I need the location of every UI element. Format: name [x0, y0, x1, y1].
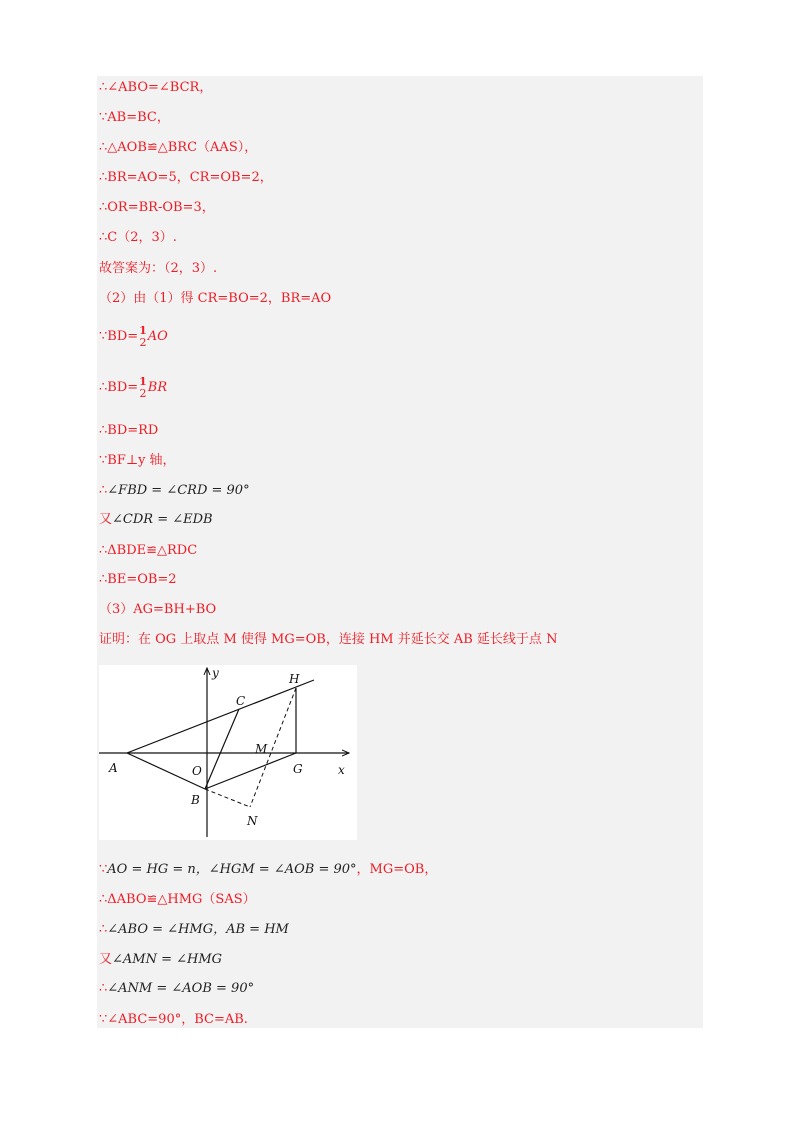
because-symbol: ∵	[99, 862, 108, 877]
fraction-half-2	[139, 376, 147, 400]
step-congruent-aob-brc: ∴△AOB≌△BRC（AAS），	[99, 140, 258, 155]
step-ao-hg-given	[99, 862, 437, 878]
also-symbol-2: 又	[99, 952, 113, 967]
therefore-symbol-2: ∴	[99, 922, 108, 937]
also-symbol: 又	[99, 512, 113, 527]
step-be-eq-ob: ∴BE=OB=2	[99, 572, 177, 587]
label-b: B	[191, 793, 200, 807]
label-o: O	[192, 764, 202, 778]
step-congruent-abo-hmg: ∴ΔABO≌△HMG（SAS）	[99, 892, 256, 907]
math-fbd-crd: ∠FBD = ∠CRD = 90°	[107, 483, 250, 498]
step-point-c: ∴C（2，3）.	[99, 230, 177, 245]
label-y: y	[212, 666, 219, 680]
math-amn-hmg: ∠AMN = ∠HMG	[112, 952, 223, 967]
step-bd-half-ao	[99, 322, 168, 352]
therefore-symbol: ∴	[99, 483, 108, 498]
step-amn-hmg	[99, 952, 222, 968]
fraction-denominator-2: 2	[139, 386, 147, 400]
mg-eq-ob: ，MG=OB，	[356, 862, 438, 877]
fraction-numerator-2: 1	[139, 374, 147, 388]
segment-ah	[127, 680, 314, 753]
part-3-intro: （3）AG=BH+BO	[99, 602, 217, 617]
br-label: BR	[147, 380, 168, 395]
step-angle-abo-bcr: ∴∠ABO=∠BCR，	[99, 80, 213, 95]
fraction-half	[139, 325, 147, 349]
part-2-intro: （2）由（1）得 CR=BO=2，BR=AO	[99, 291, 332, 306]
step-anm-right-angle	[99, 981, 254, 997]
step-ab-eq-bc: ∵AB=BC，	[99, 110, 170, 125]
label-h: H	[289, 672, 300, 686]
dashed-bn	[205, 789, 250, 807]
math-ao-hg-angles: AO = HG = n，∠HGM = ∠AOB = 90°	[107, 862, 357, 877]
bd-label-2: ∴BD=	[99, 380, 139, 395]
label-g: G	[293, 762, 303, 776]
bd-label: ∵BD=	[99, 329, 139, 344]
math-cdr-edb: ∠CDR = ∠EDB	[112, 512, 213, 527]
label-c: C	[236, 694, 246, 708]
answer-line: 故答案为：（2，3）.	[99, 261, 218, 276]
label-x: x	[338, 763, 345, 777]
math-abo-hmg: ∠ABO = ∠HMG，AB = HM	[107, 922, 289, 937]
therefore-symbol-3: ∴	[99, 981, 108, 996]
step-abc-right-angle: ∵∠ABC=90°，BC=AB.	[99, 1012, 248, 1027]
step-abo-hmg-ab-hm	[99, 922, 289, 938]
geometry-figure	[99, 665, 357, 840]
fraction-denominator: 2	[139, 335, 147, 349]
step-congruent-bde-rdc: ∴ΔBDE≌△RDC	[99, 543, 198, 558]
step-vertical-angles	[99, 512, 213, 528]
label-m: M	[255, 742, 268, 756]
proof-construction: 证明：在 OG 上取点 M 使得 MG=OB，连接 HM 并延长交 AB 延长线于点 N	[99, 632, 558, 647]
fraction-numerator: 1	[139, 323, 147, 337]
step-bf-perp-y: ∵BF⊥y 轴，	[99, 453, 176, 468]
ao-label: AO	[147, 329, 168, 344]
step-br-ao-values: ∴BR=AO=5，CR=OB=2，	[99, 170, 273, 185]
step-right-angles	[99, 483, 250, 499]
label-n: N	[247, 814, 258, 828]
step-bd-eq-rd: ∴BD=RD	[99, 423, 159, 438]
geometry-diagram	[99, 665, 357, 840]
label-a: A	[109, 761, 118, 775]
math-anm-aob: ∠ANM = ∠AOB = 90°	[107, 981, 255, 996]
step-or-value: ∴OR=BR-OB=3，	[99, 200, 215, 215]
step-bd-half-br	[99, 373, 167, 403]
